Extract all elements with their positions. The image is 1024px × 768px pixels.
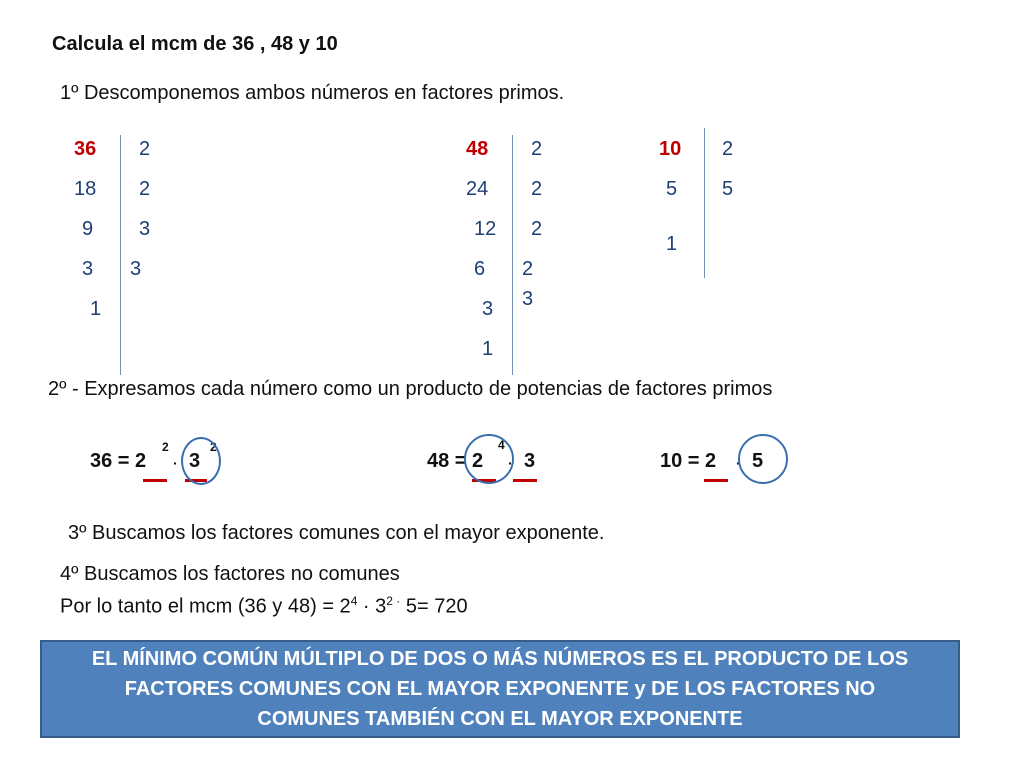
dec36-left-1: 18 — [74, 178, 97, 200]
division-line-36 — [120, 135, 121, 375]
result-exp-2: 2 · — [386, 594, 401, 608]
dec48-left-4: 3 — [482, 298, 494, 320]
expr36-exp-1: 2 — [162, 440, 169, 454]
dec36-right-0: 2 — [139, 138, 151, 160]
conclusion-box — [40, 640, 960, 738]
division-line-10 — [704, 128, 705, 278]
dec48-left-3: 6 — [474, 258, 486, 280]
dec36-right-2: 3 — [139, 218, 151, 240]
dec48-left-1: 24 — [466, 178, 489, 200]
dec36-left-3: 3 — [82, 258, 94, 280]
step-2-text: 2º - Expresamos cada número como un producto de potencias de factores primos — [48, 378, 773, 400]
expr10-lhs: 10 = 2 — [660, 450, 717, 472]
circle-5-10 — [738, 434, 788, 484]
conclusion-line-1: EL MÍNIMO COMÚN MÚLTIPLO DE DOS O MÁS NÚMEROS ES EL PRODUCTO DE LOS — [91, 648, 909, 670]
division-line-48 — [512, 135, 513, 375]
dec10-left-1: 5 — [666, 178, 678, 200]
expr10-base-2: 5 — [752, 450, 764, 472]
dec36-right-1: 2 — [139, 178, 151, 200]
expr48-dot: · — [508, 455, 513, 471]
expr36-lhs: 36 = 2 — [90, 450, 147, 472]
dec10-right-1: 5 — [722, 178, 734, 200]
circle-3-36 — [181, 437, 221, 485]
dec48-right-4: 3 — [522, 288, 534, 310]
underline-common-2-10 — [704, 479, 728, 482]
step-4-text: 4º Buscamos los factores no comunes — [60, 563, 400, 585]
expr36-base-2: 3 — [189, 450, 201, 472]
dec10-left-0: 10 — [659, 138, 682, 160]
expr36-dot: · — [173, 455, 178, 471]
dec10-left-2: 1 — [666, 233, 678, 255]
dec48-right-0: 2 — [531, 138, 543, 160]
underline-common-2-36 — [143, 479, 167, 482]
dec48-left-0: 48 — [466, 138, 489, 160]
result-suffix: 5= 720 — [400, 595, 468, 618]
result-exp-1: 4 — [350, 594, 358, 608]
expr10-dot: · — [736, 455, 741, 471]
dec36-left-4: 1 — [90, 298, 102, 320]
expr48-exp-1: 4 — [498, 438, 505, 452]
dec36-left-0: 36 — [74, 138, 97, 160]
dec10-right-0: 2 — [722, 138, 734, 160]
result-mid: · 3 — [357, 595, 387, 618]
circle-2-48 — [464, 434, 514, 484]
result-line — [60, 594, 468, 619]
dec48-right-1: 2 — [531, 178, 543, 200]
expr48-base-2: 3 — [524, 450, 536, 472]
step-3-text: 3º Buscamos los factores comunes con el mayor exponente. — [68, 522, 605, 544]
result-prefix: Por lo tanto el mcm (36 y 48) = 2 — [60, 595, 351, 618]
expr36-exp-2: 2 — [210, 440, 217, 454]
dec36-right-3: 3 — [130, 258, 142, 280]
dec48-right-2: 2 — [531, 218, 543, 240]
dec36-left-2: 9 — [82, 218, 94, 240]
dec48-left-5: 1 — [482, 338, 494, 360]
step-1-text: 1º Descomponemos ambos números en factores primos. — [60, 82, 565, 104]
conclusion-line-3: COMUNES TAMBIÉN CON EL MAYOR EXPONENTE — [257, 708, 743, 730]
page-title: Calcula el mcm de 36 , 48 y 10 — [52, 33, 338, 55]
expr48-lhs: 48 = 2 — [427, 450, 484, 472]
dec48-right-3: 2 — [522, 258, 534, 280]
conclusion-line-2: FACTORES COMUNES CON EL MAYOR EXPONENTE y DE LOS FACTORES NO — [124, 678, 876, 700]
underline-common-3-48 — [513, 479, 537, 482]
dec48-left-2: 12 — [474, 218, 497, 240]
